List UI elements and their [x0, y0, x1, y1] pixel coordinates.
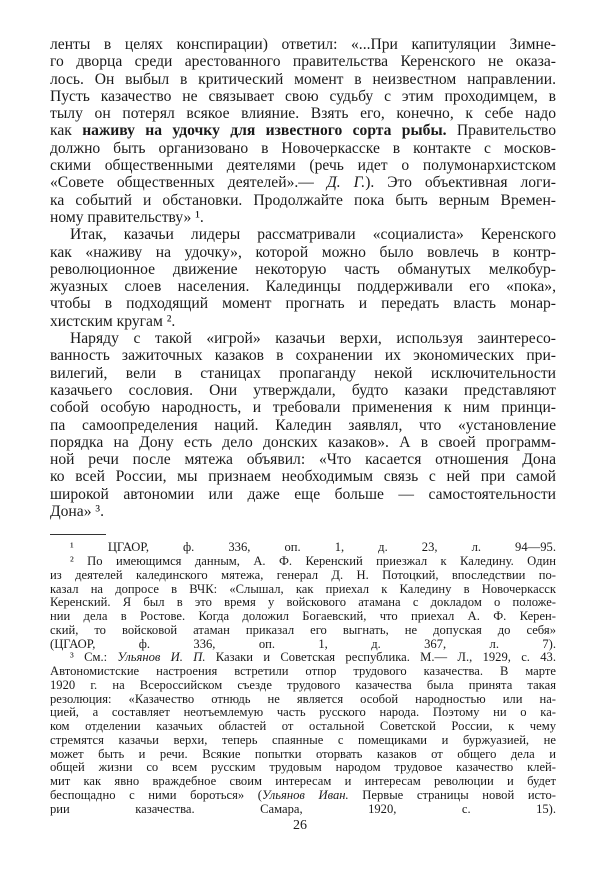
book-page [50, 36, 556, 816]
main-text [50, 36, 556, 520]
text-line: 1920 г. на Всероссийском съезде трудового казачества была принята такая [50, 677, 556, 692]
text-line: собой особую народность, и требовали применения к ним принци- [50, 399, 556, 417]
text-segment: Первые страницы новой исто- [348, 787, 556, 802]
text-line: чтобы в подходящий момент прогнать и передать власть монар- [50, 295, 556, 313]
text-line: ком отделении казачьих областей от остальной Советской России, к чему [50, 719, 556, 734]
text-line: ка событий и обстановки. Продолжайте пока быть верным Времен- [50, 191, 556, 209]
text-line: нии дела в Ростове. Когда доложил Богаевский, что приехал А. Ф. Керен- [50, 609, 556, 624]
text-line: ной речи после мятежа объявил: «Что касается отношения Дона [50, 451, 556, 469]
footnote [50, 541, 556, 555]
paragraph [50, 226, 556, 330]
italic-text: Ульянов И. П. [117, 650, 206, 665]
text-line: может быть и речи. Всякие попытки оторвать казаков от общего дела и [50, 746, 556, 761]
page-number: 26 [293, 818, 307, 833]
text-line [50, 789, 556, 803]
text-segment: как [50, 122, 83, 140]
text-line: Керенский. Я был в это время у войскового атамана с докладом о положе- [50, 595, 556, 610]
text-segment: ³ См.: [70, 650, 118, 665]
text-segment: ). Это объективная логи- [365, 174, 556, 192]
paragraph [50, 36, 556, 226]
text-line: революционное движение некоторую часть обманутых мелкобур- [50, 260, 556, 278]
footnotes [50, 541, 556, 816]
text-line: ко всей России, мы признаем необходимым связь с ней при самой [50, 468, 556, 486]
text-line: ² По имеющимся данным, А. Ф. Керенский приезжал к Каледину. Один [70, 554, 556, 569]
text-line: (ЦГАОР, ф. 336, оп. 1, д. 367, л. 7). [50, 636, 556, 651]
text-line: скими общественными деятелями (речь идет о полумонархистском [50, 157, 556, 175]
italic-text: Ульянов Иван. [261, 787, 349, 802]
paragraph [50, 330, 556, 520]
text-line: лось. Он выбыл в критический момент в неизвестном направлении. [50, 70, 556, 88]
text-line [50, 651, 556, 665]
text-line: резолюция: «Казачество отнюдь не является особой народностью или на- [50, 691, 556, 706]
footnote [50, 555, 556, 651]
text-line: мит как явно враждебное своим интересам и интересам революции и будет [50, 774, 556, 789]
text-line: казачьего сословия. Они утверждали, будто казаки представляют [50, 381, 556, 399]
text-line: как «наживу на удочку», которой можно было вовлечь в контр- [50, 243, 556, 261]
text-line: па самоопределения наций. Каледин заявлял, что «установление [50, 416, 556, 434]
text-line: ванность зажиточных казаков в сохранении их экономических при- [50, 347, 556, 365]
text-line: ному правительству» ¹. [50, 208, 204, 226]
footnote-divider [50, 534, 106, 535]
text-line: ¹ ЦГАОР, ф. 336, оп. 1, д. 23, л. 94—95. [70, 540, 556, 555]
text-line: цией, а составляет неотъемлемую часть русского народа. Поэтому ни о ка- [50, 705, 556, 720]
text-line: казал на допросе в ВЧК: «Слышал, как приехал к Каледину в Новочеркасск [50, 581, 556, 596]
text-line: рии казачества. Самара, 1920, с. 15). [50, 801, 556, 816]
text-line: тылу он потерял всякое влияние. Взять его, конечно, к себе надо [50, 105, 556, 123]
text-line: стремятся казачьи верхи, теперь спаянные с помещиками и буржуазией, не [50, 732, 556, 747]
text-line: ский, то войсковой атаман приказал его выгнать, не допуская до себя» [50, 622, 556, 637]
text-line: Пусть казачество не связывает свою судьбу с этим проходимцем, в [50, 87, 556, 105]
text-segment: беспощадно с ними бороться» ( [50, 787, 262, 802]
text-line: общей жизни со всем русским трудовым народом трудовое казачество клей- [50, 760, 556, 775]
text-line: Итак, казачьи лидеры рассматривали «социалиста» Керенского [70, 226, 556, 244]
text-line: Дона» ³. [50, 503, 104, 521]
text-line: го дворца среди арестованного правительства Керенского не оказа- [50, 53, 556, 71]
text-line: вилегий, вели в станицах пропаганду некой исключительности [50, 364, 556, 382]
italic-text: Д. Г. [326, 174, 366, 192]
text-line: из деятелей калединского мятежа, генерал Д. Н. Потоцкий, впоследствии по- [50, 567, 556, 582]
text-line: широкой автономии или даже еще больше — самостоятельности [50, 485, 556, 503]
text-line: порядка на Дону есть дело донских казаков». А в своей программ- [50, 433, 556, 451]
text-line: Наряду с такой «игрой» казачьи верхи, используя заинтересо- [70, 330, 556, 348]
text-line: ленты в целях конспирации) ответил: «...При капитуляции Зимне- [50, 36, 556, 53]
text-segment: «Совете общественных деятелей».— [50, 174, 327, 192]
text-line: жуазных слоев населения. Калединцы поддерживали его «пока», [50, 278, 556, 296]
text-line: хистским кругам ². [50, 312, 176, 330]
text-line: Автономистские настроения встретили отпор трудового казачества. В марте [50, 664, 556, 679]
text-line: должно быть организовано в Новочеркасске в контакте с москов- [50, 139, 556, 157]
text-line [50, 122, 556, 139]
text-segment: Правительство [446, 122, 556, 140]
text-line [50, 174, 556, 191]
footnote [50, 651, 556, 816]
bold-text: наживу на удочку для известного сорта рыбы. [82, 122, 447, 140]
text-segment: Казаки и Советская республика. М.— Л., 1929, с. 43. [205, 650, 557, 665]
